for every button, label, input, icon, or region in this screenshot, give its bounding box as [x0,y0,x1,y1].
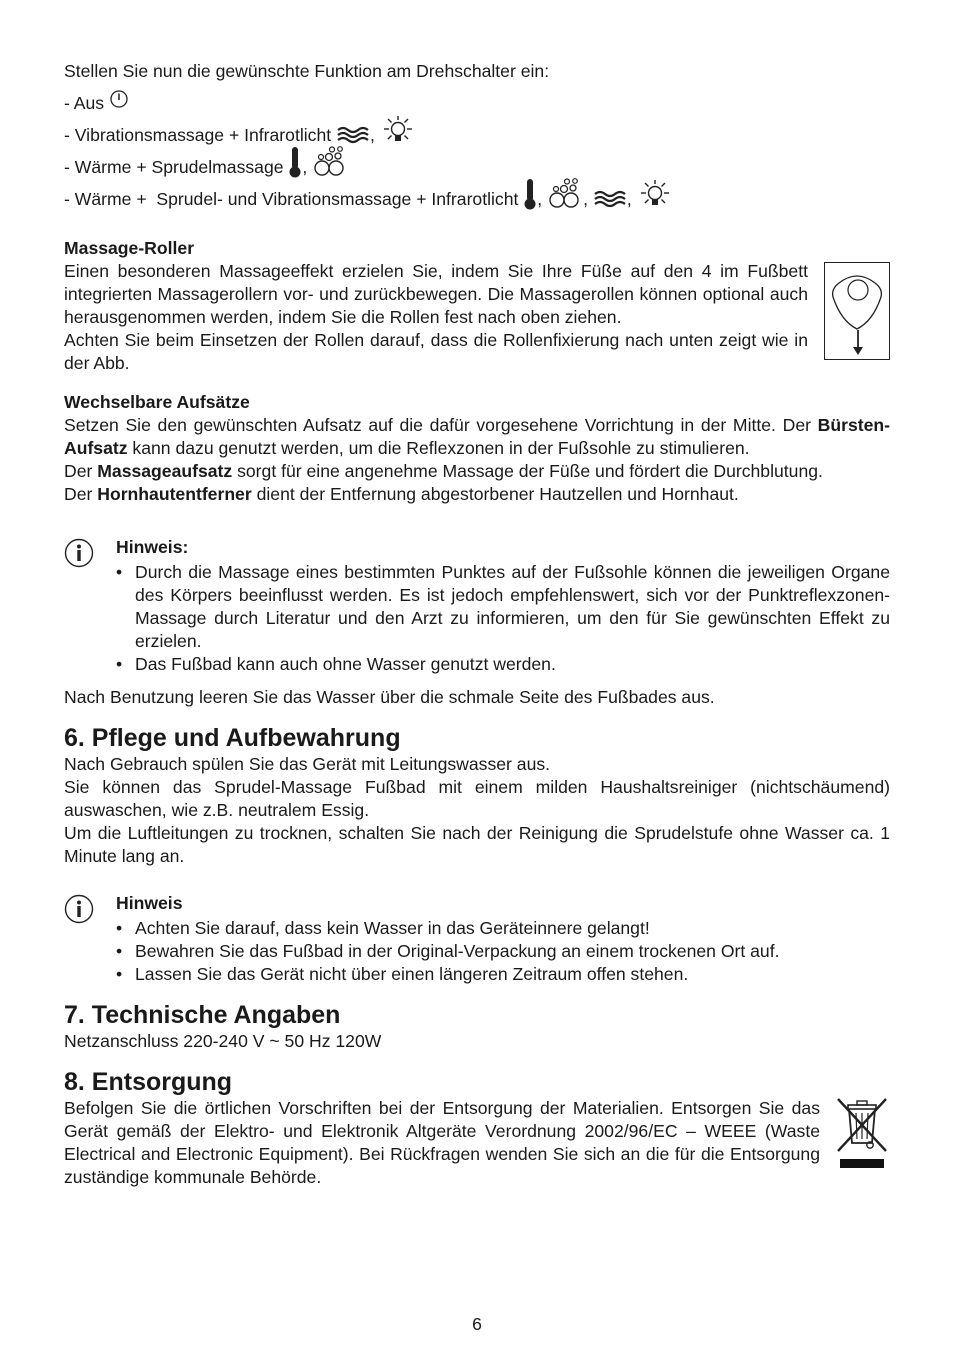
section-heading-care: 6. Pflege und Aufbewahrung [64,724,401,752]
attachments-text-2 [64,460,890,483]
care-text-2: Sie können das Sprudel-Massage Fußbad mit einem milden Haushaltsreiniger (nichtschäumend) auswaschen, wie z.B. neutralem Essig. [64,777,890,820]
disposal-text: Befolgen Sie die örtlichen Vorschriften bei der Entsorgung der Materialien. Entsorgen Sie das Gerät gemäß der Elektro- und Elektronik Altgeräte Verordnung 2002/96/EC – WEEE (Waste Electrical and Electronic Equipment). Bei Rückfragen wenden Sie sich an die für die Entsorgung zuständige kommunale Behörde. [64,1098,820,1187]
hint-list [116,917,890,986]
mode-vibration-infrared [64,119,890,151]
mode-label: - Wärme + Sprudelmassage [64,156,289,177]
icon-separator: , [537,188,548,209]
list-item: • Bewahren Sie das Fußbad in der Original-Verpackung an einem trockenen Ort auf. [116,940,890,963]
icon-separator: , [370,124,380,145]
roller-text-2: Achten Sie beim Einsetzen der Rollen darauf, dass die Rollenfixierung nach unten zeigt wie in der Abb. [64,330,808,373]
roller-title: Massage-Roller [64,238,195,258]
attachments-text-3c: dient der Entfernung abgestorbener Hautzellen und Hornhaut. [251,484,739,504]
callus-remover-term: Hornhautentferner [97,484,252,504]
vibration-icon [593,189,627,209]
list-item: • Lassen Sie das Gerät nicht über einen längeren Zeitraum offen stehen. [116,963,890,986]
hint-title: Hinweis [116,893,183,913]
mode-label: - Aus [64,92,109,113]
attachments-text-3a: Der [64,484,98,504]
section-heading-disposal: 8. Entsorgung [64,1068,233,1096]
infrared-light-icon [380,114,416,146]
brush-attachment-term: Bürsten-Aufsatz [64,415,890,458]
attachments-text-1c: kann dazu genutzt werden, um die Reflexzonen in der Fußsohle zu stimulieren. [127,438,750,458]
mode-heat-bubble-vibration-infrared [64,183,890,215]
weee-crossed-bin-icon [834,1095,890,1171]
manual-page [64,60,890,1189]
massage-attachment-term: Massageaufsatz [97,461,233,481]
infrared-light-icon [637,178,673,210]
roller-illustration [824,262,890,360]
mode-label: - Vibrationsmassage + Infrarotlicht [64,124,337,145]
section-heading-technical: 7. Technische Angaben [64,1001,341,1029]
bubble-icon [312,146,348,178]
heat-thermometer-icon [523,178,537,210]
icon-separator: , [583,188,593,209]
attachments-text-1 [64,414,890,460]
power-icon [109,89,129,109]
hint-box-2 [64,892,890,986]
after-use-text: Nach Benutzung leeren Sie das Wasser über die schmale Seite des Fußbades aus. [64,687,715,707]
mode-off [64,87,890,119]
massage-roller-section [64,237,890,375]
attachments-text-3 [64,483,890,506]
heat-thermometer-icon [288,146,302,178]
care-text-1: Nach Gebrauch spülen Sie das Gerät mit Leitungswasser aus. [64,754,551,774]
attachments-text-2a: Der [64,461,98,481]
list-item: • Durch die Massage eines bestimmten Punktes auf der Fußsohle können die jeweiligen Organe des Körpers beeinflusst werden. Es ist jedoch empfehlenswert, sich vor der Punktreflexzonen-Massage durch Literatur und den Arzt zu informieren, um den für Sie gewünschten Effekt zu erzielen. [116,561,890,653]
bubble-icon [547,178,583,210]
attachments-title: Wechselbare Aufsätze [64,392,250,412]
info-icon [64,538,94,568]
hint-box-1 [64,536,890,676]
hint-title: Hinweis: [116,537,189,557]
page-number: 6 [472,1314,482,1334]
list-item: • Achten Sie darauf, dass kein Wasser in das Geräteinnere gelangt! [116,917,890,940]
attachments-text-2c: sorgt für eine angenehme Massage der Füße und fördert die Durchblutung. [232,461,823,481]
intro-text: Stellen Sie nun die gewünschte Funktion am Drehschalter ein: [64,61,550,81]
technical-text: Netzanschluss 220-240 V ~ 50 Hz 120W [64,1031,382,1051]
hint-list [116,561,890,676]
mode-label: - Wärme + Sprudel- und Vibrationsmassage + Infrarotlicht [64,188,524,209]
vibration-icon [336,125,370,145]
mode-heat-bubble [64,151,890,183]
disposal-block [64,1097,890,1189]
attachments-text-1a: Setzen Sie den gewünschten Aufsatz auf die dafür vorgesehene Vorrichtung in der Mitte. Der [64,415,818,435]
roller-diagram-icon [825,263,889,359]
roller-text-1: Einen besonderen Massageeffekt erzielen Sie, indem Sie Ihre Füße auf den 4 im Fußbett integrierten Massagerollern vor- und zurückbewegen. Die Massagerollen können optional auch herausgenommen werden, indem Sie die Rollen fest nach oben ziehen. [64,261,808,327]
info-icon [64,894,94,924]
care-text-3: Um die Luftleitungen zu trocknen, schalten Sie nach der Reinigung die Sprudelstufe ohne Wasser ca. 1 Minute lang an. [64,823,890,866]
list-item: • Das Fußbad kann auch ohne Wasser genutzt werden. [116,653,890,676]
attachments-section [64,391,890,506]
icon-separator: , [626,188,637,209]
icon-separator: , [302,156,313,177]
